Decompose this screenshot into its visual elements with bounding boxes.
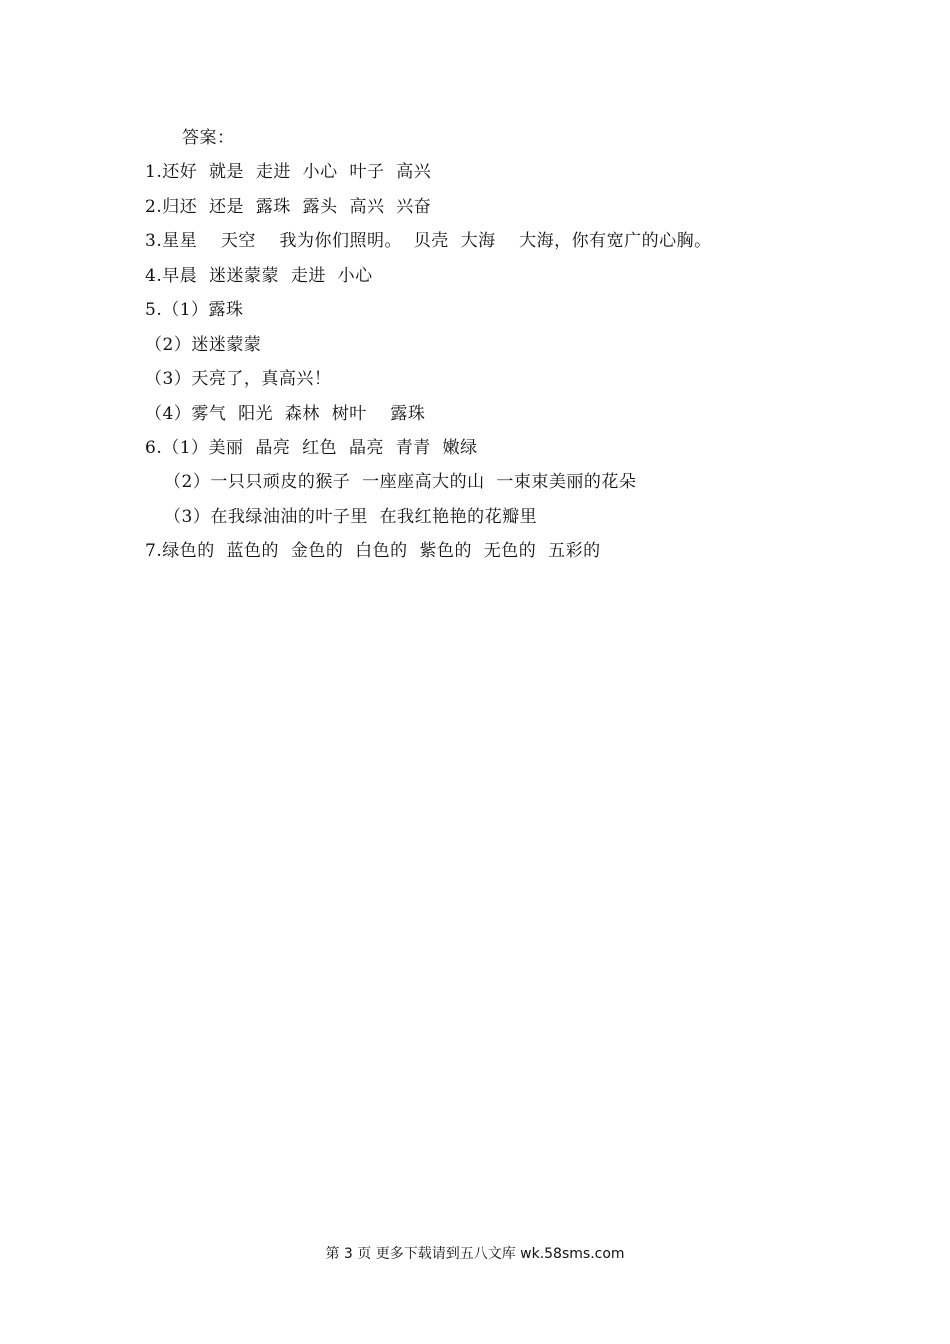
answer-line-5-3: （3）天亮了，真高兴！ (145, 369, 332, 389)
answers-heading: 答案： (182, 128, 235, 148)
answer-line-1: 1.还好 就是 走进 小心 叶子 高兴 (145, 162, 432, 182)
answer-line-6-2: （2）一只只顽皮的猴子 一座座高大的山 一束束美丽的花朵 (164, 472, 637, 492)
answer-line-2: 2.归还 还是 露珠 露头 高兴 兴奋 (145, 197, 432, 217)
answer-line-4: 4.早晨 迷迷蒙蒙 走进 小心 (145, 266, 373, 286)
answer-line-5-2: （2）迷迷蒙蒙 (145, 335, 262, 355)
answer-line-6-1: 6.（1）美丽 晶亮 红色 晶亮 青青 嫩绿 (145, 438, 478, 458)
answer-line-5-1: 5.（1）露珠 (145, 300, 244, 320)
answer-line-3: 3.星星 天空 我为你们照明。 贝壳 大海 大海，你有宽广的心胸。 (145, 231, 712, 251)
answer-line-7: 7.绿色的 蓝色的 金色的 白色的 紫色的 无色的 五彩的 (145, 541, 601, 561)
answer-line-5-4: （4）雾气 阳光 森林 树叶 露珠 (145, 404, 426, 424)
answer-line-6-3: （3）在我绿油油的叶子里 在我红艳艳的花瓣里 (164, 507, 538, 527)
page-footer: 第 3 页 更多下载请到五八文库 wk.58sms.com (325, 1246, 625, 1262)
